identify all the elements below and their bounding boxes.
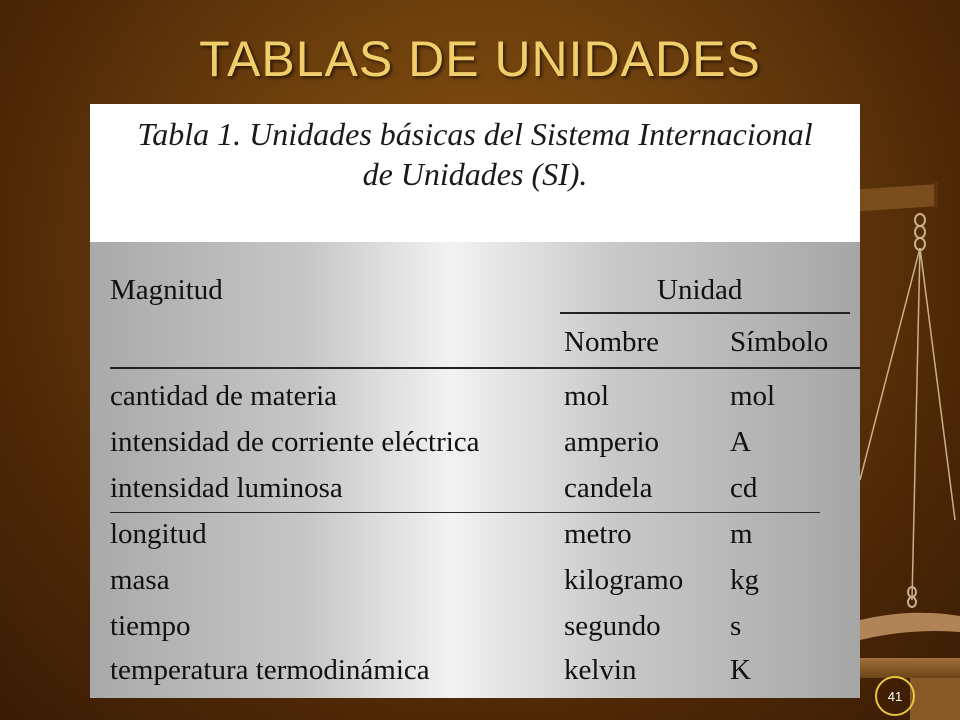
row-symbol: m (730, 518, 753, 550)
caption-line-1: Tabla 1. Unidades básicas del Sistema Internacional (137, 116, 813, 152)
units-table-image (90, 104, 860, 698)
row-name: kilogramo (564, 564, 684, 596)
header-magnitude: Magnitud (110, 274, 223, 306)
header-symbol: Símbolo (730, 326, 829, 358)
row-symbol: s (730, 610, 742, 642)
row-symbol: K (730, 654, 751, 686)
row-symbol: A (730, 426, 751, 458)
row-magnitude: intensidad de corriente eléctrica (110, 426, 480, 458)
row-name: mol (564, 380, 610, 412)
row-magnitude: tiempo (110, 610, 191, 642)
row-symbol: mol (730, 380, 776, 412)
row-name: segundo (564, 610, 661, 642)
row-name: amperio (564, 426, 660, 458)
section-divider (110, 512, 820, 513)
row-symbol: kg (730, 564, 759, 596)
table-caption (90, 104, 860, 242)
row-name: metro (564, 518, 632, 550)
balance-scale-icon (850, 180, 960, 720)
unit-group-rule (560, 312, 850, 314)
row-magnitude: temperatura termodinámica (110, 654, 430, 686)
header-unit-group: Unidad (657, 274, 743, 306)
slide-title: TABLAS DE UNIDADES (199, 31, 761, 87)
row-name: candela (564, 472, 653, 504)
header-name: Nombre (564, 326, 660, 358)
row-symbol: cd (730, 472, 758, 504)
row-name: kelvin (564, 654, 637, 686)
page-number-badge: 41 (875, 676, 915, 716)
row-magnitude: cantidad de materia (110, 380, 338, 412)
row-magnitude: intensidad luminosa (110, 472, 343, 504)
row-magnitude: longitud (110, 518, 207, 550)
units-table (90, 242, 860, 698)
header-rule (110, 367, 860, 369)
row-magnitude: masa (110, 564, 170, 596)
caption-line-2: de Unidades (SI). (362, 156, 588, 192)
